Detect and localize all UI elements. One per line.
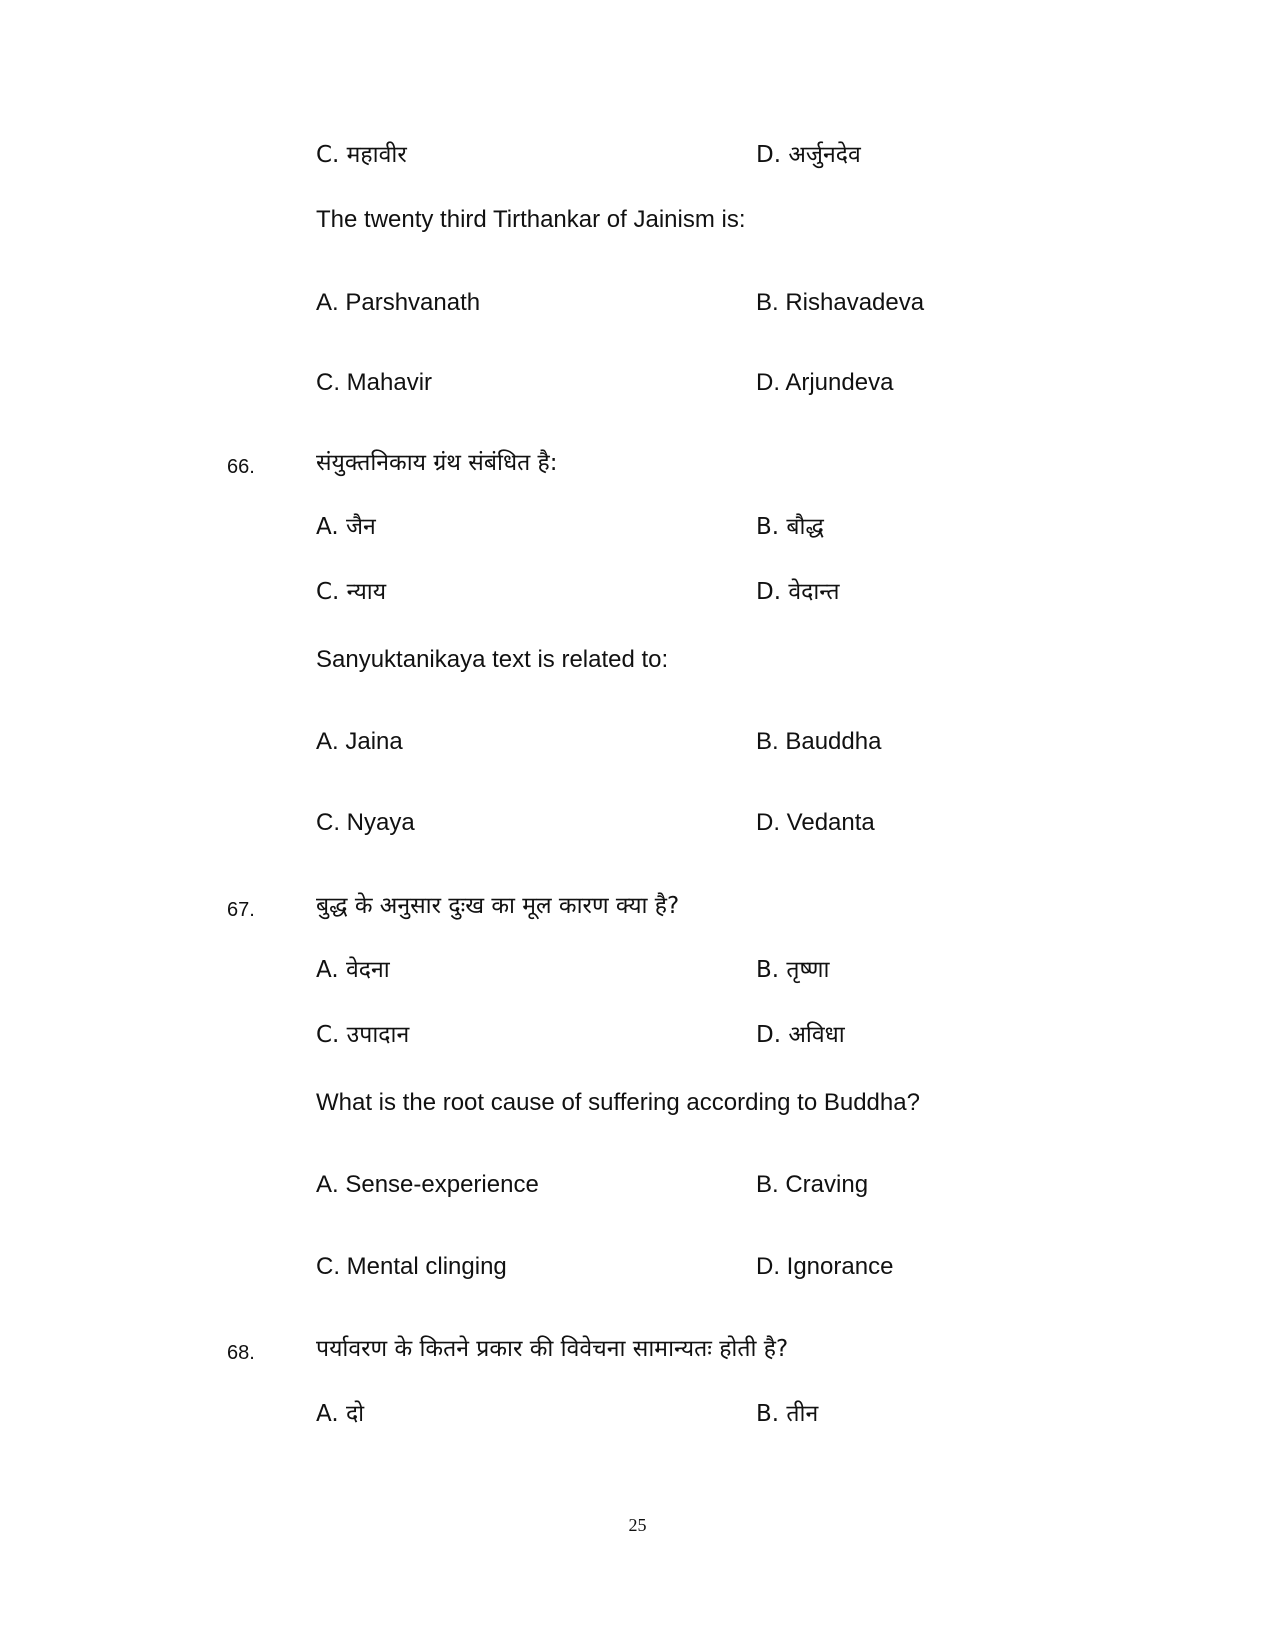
question-text-english: The twenty third Tirthankar of Jainism is: bbox=[316, 206, 746, 233]
option-c-hindi: C. उपादान bbox=[316, 1022, 410, 1048]
option-a: A. Sense-experience bbox=[316, 1171, 539, 1198]
question-number: 67. bbox=[227, 899, 255, 921]
option-d: D. Arjundeva bbox=[756, 369, 894, 396]
option-a-hindi: A. दो bbox=[316, 1401, 365, 1427]
option-d-hindi: D. अविधा bbox=[756, 1022, 845, 1048]
option-a-hindi: A. जैन bbox=[316, 514, 376, 540]
option-d-hindi: D. अर्जुनदेव bbox=[756, 142, 861, 168]
option-a: A. Jaina bbox=[316, 728, 403, 755]
option-c: C. Nyaya bbox=[316, 809, 415, 836]
question-text-hindi: संयुक्तनिकाय ग्रंथ संबंधित है: bbox=[316, 450, 558, 476]
question-text-hindi: पर्यावरण के कितने प्रकार की विवेचना सामान्यतः होती है? bbox=[316, 1336, 789, 1362]
option-b-hindi: B. तीन bbox=[756, 1401, 819, 1427]
option-b-hindi: B. तृष्णा bbox=[756, 957, 830, 983]
question-text-english: Sanyuktanikaya text is related to: bbox=[316, 646, 669, 673]
question-text-hindi: बुद्ध के अनुसार दुःख का मूल कारण क्या है? bbox=[316, 893, 680, 919]
question-text-english: What is the root cause of suffering according to Buddha? bbox=[316, 1089, 920, 1116]
option-d: D. Ignorance bbox=[756, 1253, 894, 1280]
option-c-hindi: C. न्याय bbox=[316, 579, 387, 605]
option-c: C. Mahavir bbox=[316, 369, 433, 396]
question-number: 66. bbox=[227, 456, 255, 478]
option-c-hindi: C. महावीर bbox=[316, 142, 407, 168]
option-d-hindi: D. वेदान्त bbox=[756, 579, 840, 605]
option-b: B. Rishavadeva bbox=[756, 289, 925, 316]
option-b-hindi: B. बौद्ध bbox=[756, 514, 824, 540]
question-number: 68. bbox=[227, 1342, 255, 1364]
option-b: B. Craving bbox=[756, 1171, 869, 1198]
option-a-hindi: A. वेदना bbox=[316, 957, 390, 983]
option-a: A. Parshvanath bbox=[316, 289, 481, 316]
option-b: B. Bauddha bbox=[756, 728, 882, 755]
option-d: D. Vedanta bbox=[756, 809, 875, 836]
option-c: C. Mental clinging bbox=[316, 1253, 507, 1280]
page-number: 25 bbox=[628, 1515, 647, 1535]
